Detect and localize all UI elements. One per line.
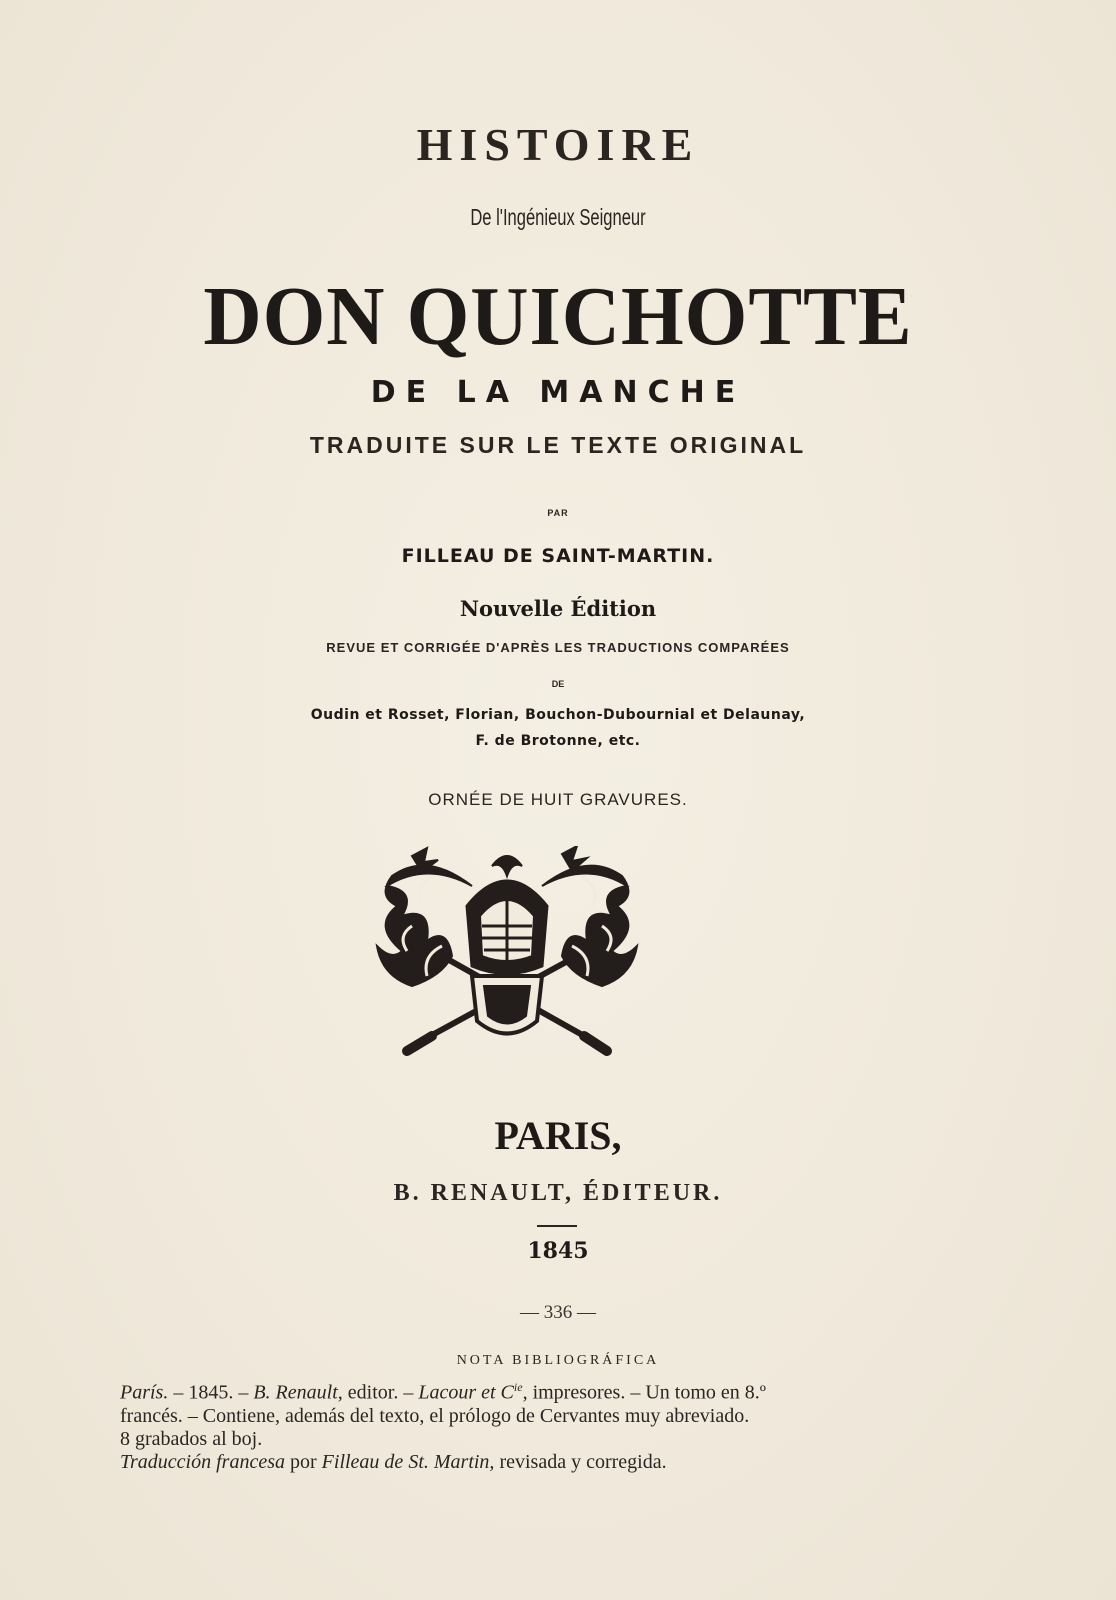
note-line-3: 8 grabados al boj. [120,1427,263,1450]
edition-label: Nouvelle Édition [459,596,657,621]
translation-note: TRADUITE SUR LE TEXTE ORIGINAL [309,432,807,458]
main-title: DON QUICHOTTE [203,270,913,363]
title-histoire: HISTOIRE [416,119,700,170]
note-text: , impresores. – Un tomo en 8.º [522,1381,766,1404]
par-label: PAR [547,508,569,518]
nota-heading: NOTA BIBLIOGRÁFICA [456,1353,660,1368]
page-number: — 336 — [520,1302,596,1323]
de-label: DE [551,679,565,689]
note-publisher: B. Renault, [253,1381,343,1404]
note-printer-sup: ie [513,1380,523,1394]
city: PARIS, [494,1113,622,1158]
note-line-4 [120,1451,1000,1474]
publisher: B. RENAULT, ÉDITEUR. [393,1180,723,1206]
engravings-note: ORNÉE DE HUIT GRAVURES. [428,790,688,809]
divider [537,1225,577,1227]
note-text: revisada y corregida. [494,1450,667,1473]
translators-line-2: F. de Brotonne, etc. [475,733,641,749]
publication-year: 1845 [527,1238,589,1264]
title-de-la-manche: DE LA MANCHE [370,375,746,410]
helmet-vignette-icon [372,846,642,1068]
translators-line-1: Oudin et Rosset, Florian, Bouchon-Dubournial et Delaunay, [310,707,806,723]
bibliographic-note [120,1376,1000,1474]
translator-name: FILLEAU DE SAINT-MARTIN. [401,545,715,567]
note-translator: Filleau de St. Martin, [321,1450,495,1473]
note-text: – 1845. – [168,1381,254,1404]
note-text: editor. – [342,1381,419,1404]
note-printer: Lacour et C [418,1381,514,1404]
note-translation: Traducción francesa [120,1450,285,1473]
subtitle-ingenieux-seigneur: De l'Ingénieux Seigneur [470,204,646,230]
note-city: París. [120,1381,169,1404]
revision-note: REVUE ET CORRIGÉE D'APRÈS LES TRADUCTIONS COMPARÉES [326,640,790,655]
note-line-1 [120,1376,1000,1405]
note-text: por [285,1450,322,1473]
note-line-2: francés. – Contiene, además del texto, el prólogo de Cervantes muy abreviado. [120,1404,750,1427]
